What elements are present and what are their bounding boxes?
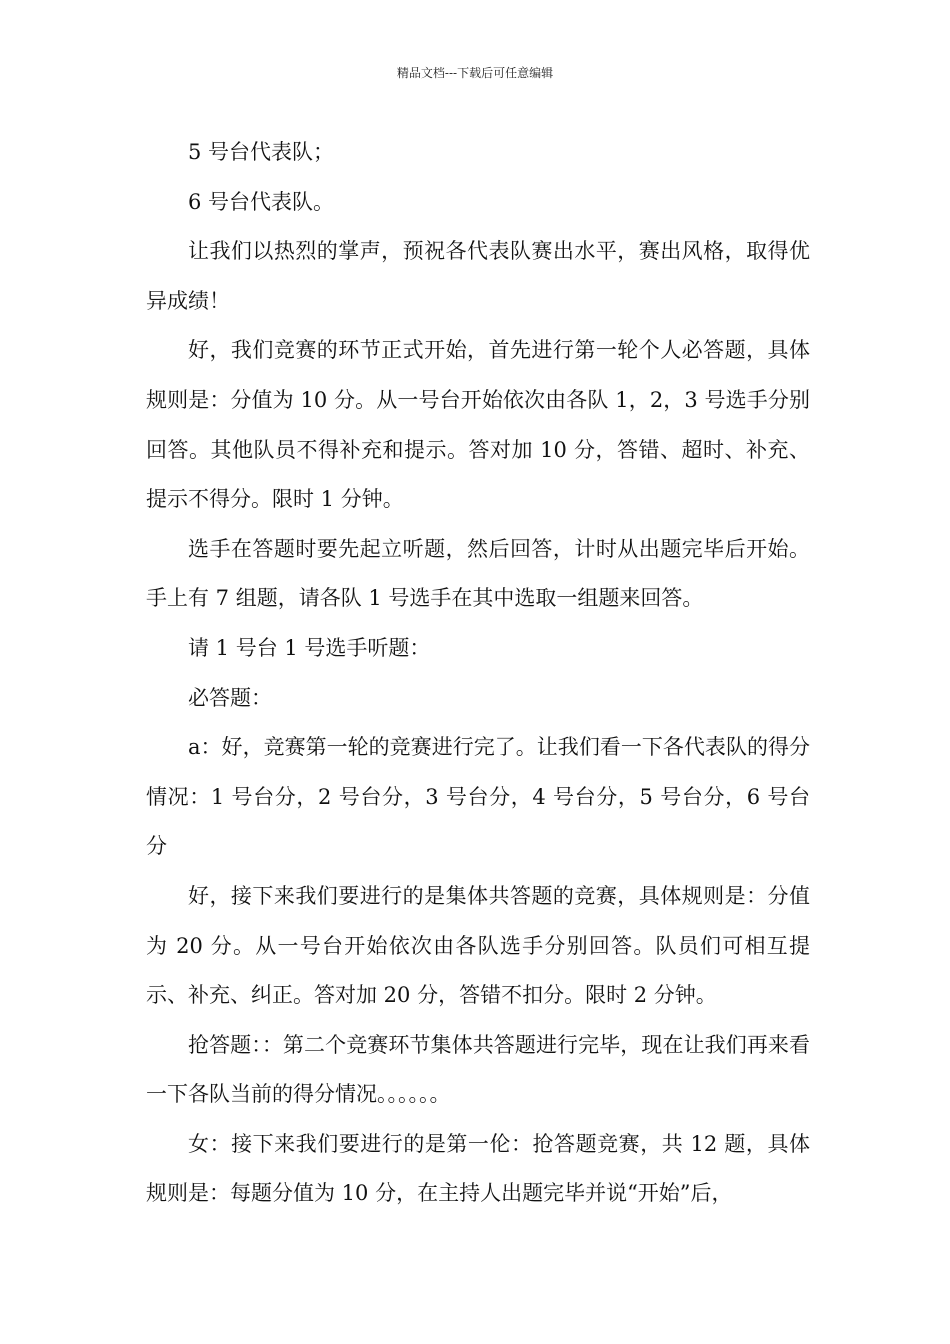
paragraph: a：好，竞赛第一轮的竞赛进行完了。让我们看一下各代表队的得分情况：1 号台分，2 号台分，3 号台分，4 号台分，5 号台分，6 号台分 (146, 735, 810, 859)
paragraph: 女：接下来我们要进行的是第一伦：抢答题竞赛，共 12 题，具体规则是：每题分值为 10 分，在主持人出题完毕并说“开始”后， (146, 1131, 810, 1206)
paragraph: 好，接下来我们要进行的是集体共答题的竞赛，具体规则是：分值为 20 分。从一号台开始依次由各队选手分别回答。队员们可相互提示、补充、纠正。答对加 20 分，答错不扣分。限时 2 分钟。 (146, 883, 810, 1008)
paragraph: 必答题： (188, 685, 272, 710)
paragraph: 选手在答题时要先起立听题，然后回答，计时从出题完毕后开始。手上有 7 组题，请各队 1 号选手在其中选取一组题来回答。 (146, 536, 810, 611)
paragraph: 让我们以热烈的掌声，预祝各代表队赛出水平，赛出风格，取得优异成绩！ (146, 239, 810, 313)
page-header: 精品文档---下载后可任意编辑 (396, 66, 554, 80)
paragraph: 好，我们竞赛的环节正式开始，首先进行第一轮个人必答题，具体规则是：分值为 10 分。从一号台开始依次由各队 1，2，3 号选手分别回答。其他队员不得补充和提示。答对加 10 分，答错、超时、补充、提示不得分。限时 1 分钟。 (146, 338, 810, 512)
paragraph: 抢答题：：第二个竞赛环节集体共答题进行完毕，现在让我们再来看一下各队当前的得分情况。。。。。。 (146, 1032, 810, 1107)
paragraph: 6 号台代表队。 (188, 189, 335, 214)
paragraph: 5 号台代表队； (188, 140, 335, 164)
document-body (146, 128, 810, 1219)
paragraph: 请 1 号台 1 号选手听题： (188, 635, 431, 660)
